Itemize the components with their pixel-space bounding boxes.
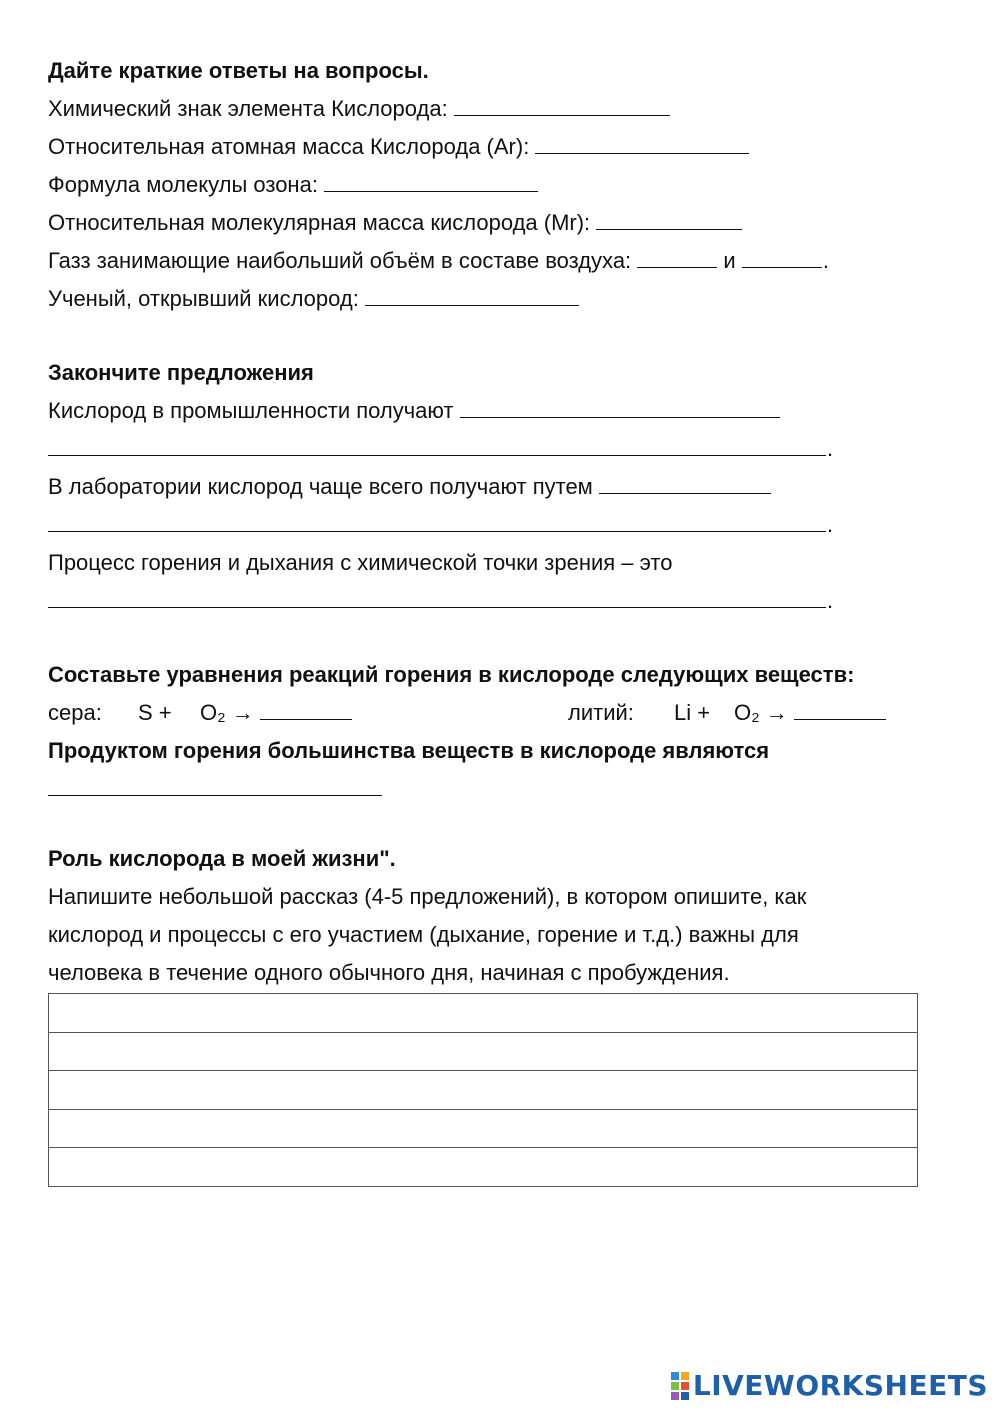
answer-blank[interactable] <box>637 243 717 268</box>
equation-oxygen: O₂ → <box>734 700 788 725</box>
answer-blank[interactable] <box>596 205 742 230</box>
answer-blank[interactable] <box>535 129 749 154</box>
question-atomic-mass <box>48 128 948 166</box>
section3-heading: Составьте уравнения реакций горения в кислороде следующих веществ: <box>48 662 855 687</box>
answer-row[interactable] <box>49 1110 917 1149</box>
instruction-line: кислород и процессы с его участием (дыхание, горение и т.д.) важны для <box>48 922 799 947</box>
question-text: Газз занимающие наибольший объём в составе воздуха: <box>48 248 632 273</box>
sentence-industry-continuation: . <box>48 430 948 468</box>
sentence-text: Кислород в промышленности получают <box>48 398 454 423</box>
question-text: Химический знак элемента Кислорода: <box>48 96 448 121</box>
question-discoverer <box>48 280 948 318</box>
answer-blank[interactable] <box>794 695 886 720</box>
question-oxygen-symbol <box>48 90 948 128</box>
question-molecular-mass <box>48 204 948 242</box>
question-text: Относительная молекулярная масса кислорода (Mr): <box>48 210 591 235</box>
answer-blank[interactable] <box>365 281 579 306</box>
and-word: и <box>723 248 736 273</box>
question-text: Формула молекулы озона: <box>48 172 318 197</box>
story-answer-table <box>48 993 918 1187</box>
sentence-combustion-continuation: . <box>48 582 948 620</box>
answer-blank[interactable] <box>260 695 352 720</box>
answer-blank[interactable] <box>599 469 771 494</box>
answer-row[interactable] <box>49 1071 917 1110</box>
answer-blank[interactable] <box>460 393 780 418</box>
worksheet <box>48 52 948 992</box>
equation-label: сера: <box>48 700 102 725</box>
instruction-line: человека в течение одного обычного дня, начиная с пробуждения. <box>48 960 730 985</box>
sentence-text: В лаборатории кислород чаще всего получают путем <box>48 474 593 499</box>
equation-reactant: Li + <box>674 700 711 725</box>
question-text: Относительная атомная масса Кислорода (Ar): <box>48 134 530 159</box>
question-text: Ученый, открывший кислород: <box>48 286 359 311</box>
equation-lithium <box>568 694 886 732</box>
answer-blank[interactable] <box>48 583 826 608</box>
answer-blank[interactable] <box>48 507 826 532</box>
answer-blank[interactable] <box>324 167 538 192</box>
answer-row[interactable] <box>49 1033 917 1072</box>
products-answer-line <box>48 770 948 808</box>
sentence-laboratory-continuation: . <box>48 506 948 544</box>
logo-grid-icon <box>671 1372 689 1400</box>
section2-heading: Закончите предложения <box>48 360 314 385</box>
section4-heading: Роль кислорода в моей жизни". <box>48 846 396 871</box>
products-question: Продуктом горения большинства веществ в кислороде являются <box>48 738 770 763</box>
sentence-combustion <box>48 544 948 582</box>
answer-row[interactable] <box>49 994 917 1033</box>
equation-label: литий: <box>568 700 634 725</box>
sentence-text: Процесс горения и дыхания с химической точки зрения – это <box>48 550 673 575</box>
equation-sulfur <box>48 694 352 732</box>
logo-text: LIVEWORKSHEETS <box>692 1369 988 1402</box>
equation-oxygen: O₂ → <box>200 700 254 725</box>
answer-blank[interactable] <box>48 431 826 456</box>
equations-row <box>48 694 948 732</box>
answer-blank[interactable] <box>48 771 382 796</box>
equation-reactant: S + <box>138 700 172 725</box>
question-air-gases: Газз занимающие наибольший объём в составе воздуха: и . <box>48 242 948 280</box>
question-ozone-formula <box>48 166 948 204</box>
sentence-industry <box>48 392 948 430</box>
answer-blank[interactable] <box>454 91 670 116</box>
sentence-laboratory <box>48 468 948 506</box>
liveworksheets-logo <box>671 1369 988 1402</box>
answer-row[interactable] <box>49 1148 917 1187</box>
answer-blank[interactable] <box>742 243 822 268</box>
section1-heading: Дайте краткие ответы на вопросы. <box>48 58 429 83</box>
instruction-line: Напишите небольшой рассказ (4-5 предложений), в котором опишите, как <box>48 884 807 909</box>
